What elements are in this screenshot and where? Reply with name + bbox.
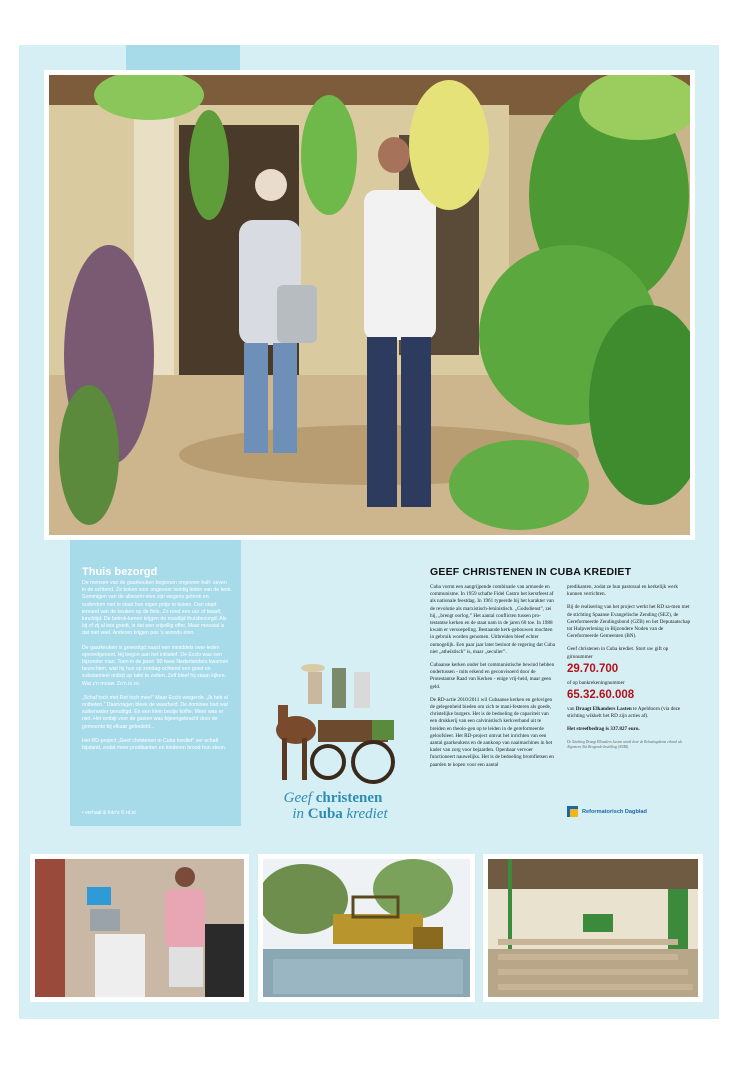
kitchen-photo	[35, 859, 244, 997]
article-paragraph: Cuba vormt een aangrijpende combinatie van armoede en communisme. In 1959 schafte Fidel Castro het kerstfeest af als nationale feestdag. In 1961 typeerde hij het karakter van de revolutie als marxistisch-leninistisch. „Godsdienst”, zei hij, „brengt oorlog.” Het aantal conflicten tussen pro-testantse kerken en de staat nam in de jaren 60 toe. In 1988 kwam er versoepeling. Bestaande kerk-gebouwen mochten in gebruik worden genomen. Uitbreiden bleef echter onmogelijk. Een paar jaar later besloot de regering dat Cuba niet „atheïstisch” is, maar „seculier”.	[430, 584, 556, 655]
sidebar-footer: • verhaal & foto's © rd.nl	[82, 810, 136, 816]
logo-line-1	[268, 790, 398, 806]
main-photo-image	[49, 75, 690, 535]
kitchen-photo-image	[35, 859, 244, 997]
payee-name: Draagt Elkanders Lasten	[575, 706, 632, 713]
sidebar-text	[82, 580, 232, 759]
sidebar-paragraph: De mensen van de gaarkeuken beginnen ongeveer half- zeven in de ochtend. Ze koken voor ongeveer twintig leden van de kerk. Sommigen van de allerarm-sten zijn wegens gebrek en ouderdom niet in staat hun eigen potje te koken. Dan stapt iemand van de keuken op de fiets. Zo rond een uur of twaalf, lunchtijd. De betrok-kenen krijgen de maaltijd thuisbezorgd. Als bij of zij al iets goedt, is dat een vrijwillig offer. Maar meestal is dat niet veel. Anderen krijgen pas 's avonds eten.	[82, 580, 232, 637]
logo-word: in	[292, 806, 305, 822]
logo-word: Geef	[283, 790, 312, 806]
rd-logo-name: Reformatorisch Dagblad	[582, 808, 647, 815]
rd-logo	[567, 806, 647, 817]
payee-pre: van	[567, 706, 575, 713]
logo-word: Cuba	[307, 806, 343, 822]
payee-post: te Apeldoorn (via deze stichting wikkelt het RD zijn acties af).	[567, 706, 681, 720]
article-paragraph: Bij de realisering van het project werkt het RD sa-men met de stichting Spaanse Evangelische Zending (SEZ), de Gereformeerde Zendingsbond (GZB) en het Deputaatschap tot Hulpverlening in Bijzondere Noden van de Gereformeerde Gemeenten (BN).	[567, 604, 691, 640]
church-interior-photo-image	[488, 859, 698, 997]
cart-illustration	[268, 650, 398, 790]
sidebar-paragraph: „Schaf toch met Ret toch mee!” Maar Ecclo weigerde. „Ik heb al ontbeten.” Daarvragen bleek de waarheid. De dominee had wat sulkerwater genuttigd. En een klein bestje koffie. Meer was er niet. Het ontbijt voor de gasten was bijeengebracht door de gemeente bij elkaar gebedeld...	[82, 694, 228, 730]
article-paragraph: Cubaanse kerken onder het communistische bewind hebben ondertussen - mits erkend en geconvisoerd door de Protestantse Raad van Kerken - enige vrij-heid, maar geen geld.	[430, 662, 555, 690]
church-interior-photo	[488, 859, 698, 997]
article-title: GEEF CHRISTENEN IN CUBA KREDIET	[430, 566, 632, 578]
payee-line	[567, 706, 693, 720]
bulldozer-photo	[263, 859, 470, 997]
article-paragraph: Geef christenen in Cuba krediet. Stort uw gift op gironummer	[567, 646, 669, 660]
bulldozer-photo-image	[263, 859, 470, 997]
sidebar-box	[70, 540, 241, 826]
article-column-1	[430, 584, 556, 775]
logo-line-2	[268, 806, 398, 822]
logo-word: christenen	[315, 790, 383, 806]
article	[430, 566, 691, 768]
bank-label: of op bankrekeningnummer	[567, 679, 625, 686]
sidebar-paragraph: De gaarkeuken is gevestigd naast een inmiddels over-leden opvoedgenoot. Hij begon aan het initiatief. De Ecclo was een bijzonder man. Toen in de jaren '90 twee Nederlanders kwamen bezochten, wist hij hun op zondag-ochtend een goed en substantieel ontbijt op tafel te zetten. Zelf bleef hij staan kijken. Wat z'n mouw. Zo'n is zo.	[82, 644, 229, 687]
article-paragraph: predikanten, zodat ze hun pastoraal en kerkelijk werk kunnen verrichten.	[567, 584, 678, 598]
sidebar-title: Thuis bezorgd	[82, 566, 158, 578]
sidebar-paragraph: Het RD-project „Geef christenen in Cuba krediet” ver-schaft bijstand, zodat meer predikanten en kinderen brood hun steun.	[82, 737, 227, 752]
logo-word: krediet	[346, 806, 388, 822]
bank-number: 65.32.60.008	[567, 689, 635, 702]
target-amount: Het streefbedrag is 337.827 euro.	[567, 726, 640, 733]
article-paragraph: De RD-actie 2010/2011 wil Cubaanse kerken en gelovigen de gelegenheid bieden om zich te mani-festeren als goede, christelijke burgers. Het is de bedoeling de capaciteit van een drukkerij van een calvinistisch kerkverband uit te breiden en theolo-gen op te leiden in de gereformeerde geloofsleer. Het RD-project omvat het inrichten van een aantal gaarkeukens en de aankoop van naaimachines in het kader van zorg voor bejaarden. Openbaar vervoer functioneert nauwelijks. Het is de bedoeling bromfietsen en paarden te kopen voor een aantal	[430, 696, 554, 768]
rd-logo-icon	[567, 806, 578, 817]
article-column-2	[567, 584, 693, 756]
header-tab	[126, 45, 240, 70]
main-photo	[49, 75, 690, 535]
giro-number: 29.70.700	[567, 662, 619, 675]
fine-print: De Stichting Draagt Elkanders Lasten wordt door de Belastingdienst erkend als Algemeen Nut Beogende Instelling (ANBI).	[567, 739, 683, 749]
horse-cart-image	[268, 650, 398, 790]
campaign-logo-text	[268, 790, 398, 822]
